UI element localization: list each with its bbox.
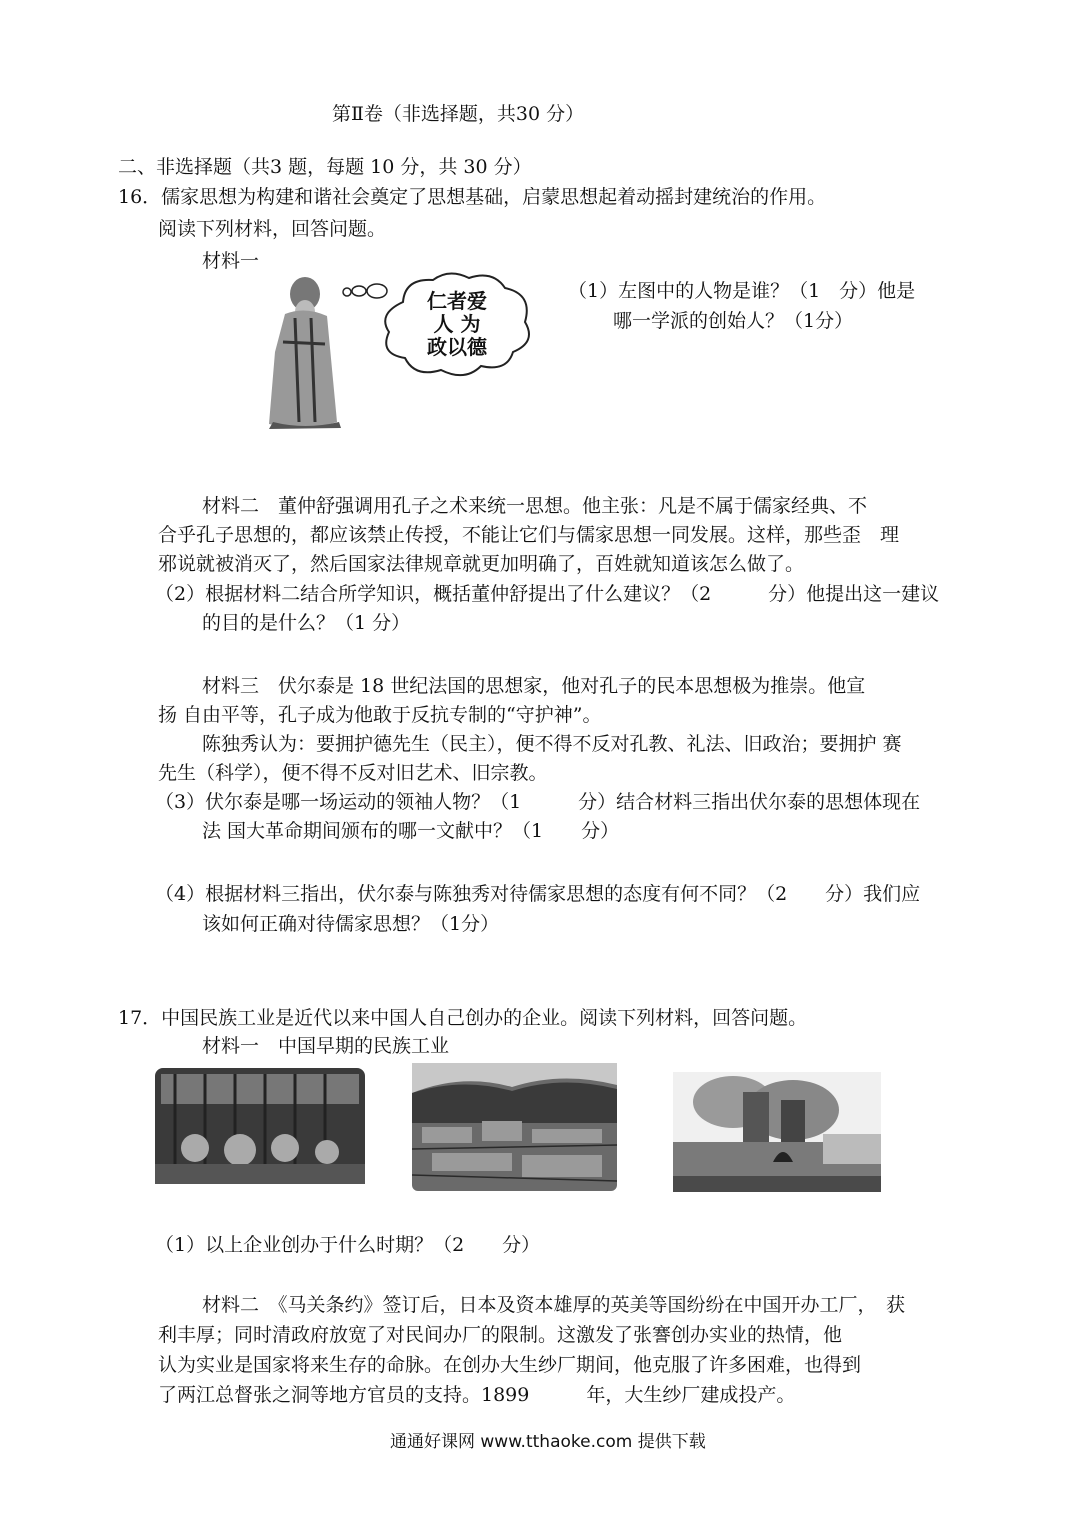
factory-complex-photo [412, 1063, 617, 1191]
bubble-text-1: 仁者爱 [427, 289, 487, 313]
bubble-text-2: 人 为 [433, 312, 481, 336]
q17-stem: 17．中国民族工业是近代以来中国人自己创办的企业。阅读下列材料，回答问题。 [118, 1007, 808, 1029]
thought-bubble-dot [343, 288, 351, 296]
q16-material3-line4: 先生（科学），便不得不反对旧艺术、旧宗教。 [158, 762, 548, 784]
q16-sub2-line2: 的目的是什么？（1 分） [202, 612, 411, 634]
section-title: 第Ⅱ卷（非选择题，共30 分） [332, 103, 585, 125]
bubble-text-3: 政以德 [427, 335, 487, 359]
q17-material1-label: 材料一 中国早期的民族工业 [202, 1035, 450, 1057]
confucius-figure [269, 277, 341, 429]
q16-stem-line2: 阅读下列材料，回答问题。 [158, 218, 387, 240]
q16-sub4-line1: （4）根据材料三指出，伏尔泰与陈独秀对待儒家思想的态度有何不同？（2 分）我们应 [155, 883, 921, 905]
q16-material2-line3: 邪说就被消灭了，然后国家法律规章就更加明确了，百姓就知道该怎么做了。 [158, 553, 805, 575]
q16-sub4-line2: 该如何正确对待儒家思想？（1分） [202, 913, 500, 935]
q16-material1-label: 材料一 [202, 250, 260, 272]
q16-material3-line1: 材料三 伏尔泰是 18 世纪法国的思想家，他对孔子的民本思想极为推崇。他宣 [202, 675, 866, 697]
q16-stem-line1: 16．儒家思想为构建和谐社会奠定了思想基础，启蒙思想起着动摇封建统治的作用。 [118, 186, 827, 208]
q16-sub3-line1: （3）伏尔泰是哪一场运动的领袖人物？（1 分）结合材料三指出伏尔泰的思想体现在 [155, 791, 921, 813]
q17-sub1: （1）以上企业创办于什么时期？（2 分） [155, 1234, 541, 1256]
factory-interior-photo [155, 1068, 365, 1184]
q16-sub3-line2: 法 国大革命期间颁布的哪一文献中？（1 分） [202, 820, 620, 842]
q16-sub1-line1: （1）左图中的人物是谁？（1 分）他是 [568, 280, 916, 302]
confucius-illustration [255, 272, 545, 432]
thought-bubble-dot [352, 286, 366, 296]
q16-material3-line2: 扬 自由平等，孔子成为他敢于反抗专制的“守护神”。 [158, 704, 602, 726]
q17-material2-line3: 认为实业是国家将来生存的命脉。在创办大生纱厂期间，他克服了许多困难，也得到 [158, 1354, 862, 1376]
q16-sub2-line1: （2）根据材料二结合所学知识，概括董仲舒提出了什么建议？（2 分）他提出这一建议 [155, 583, 940, 605]
q16-material2-line2: 合乎孔子思想的，都应该禁止传授，不能让它们与儒家思想一同发展。这样，那些歪 理 [158, 524, 900, 546]
part-heading: 二、非选择题（共3 题，每题 10 分，共 30 分） [118, 156, 532, 178]
thought-bubble-dot [367, 284, 387, 298]
page-footer: 通通好课网 www.tthaoke.com 提供下载 [390, 1432, 706, 1452]
q17-material2-line1: 材料二 《马关条约》签订后，日本及资本雄厚的英美等国纷纷在中国开办工厂， 获 [202, 1294, 906, 1316]
q16-sub1-line2: 哪一学派的创始人？（1分） [613, 310, 854, 332]
q16-material3-line3: 陈独秀认为：要拥护德先生（民主），便不得不反对孔教、礼法、旧政治；要拥护 赛 [202, 733, 902, 755]
q17-material2-line4: 了两江总督张之洞等地方官员的支持。1899 年，大生纱厂建成投产。 [158, 1384, 796, 1406]
steel-works-photo [673, 1072, 881, 1192]
q16-material2-line1: 材料二 董仲舒强调用孔子之术来统一思想。他主张：凡是不属于儒家经典、不 [202, 495, 868, 517]
q17-material2-line2: 利丰厚；同时清政府放宽了对民间办厂的限制。这激发了张謇创办实业的热情，他 [158, 1324, 843, 1346]
